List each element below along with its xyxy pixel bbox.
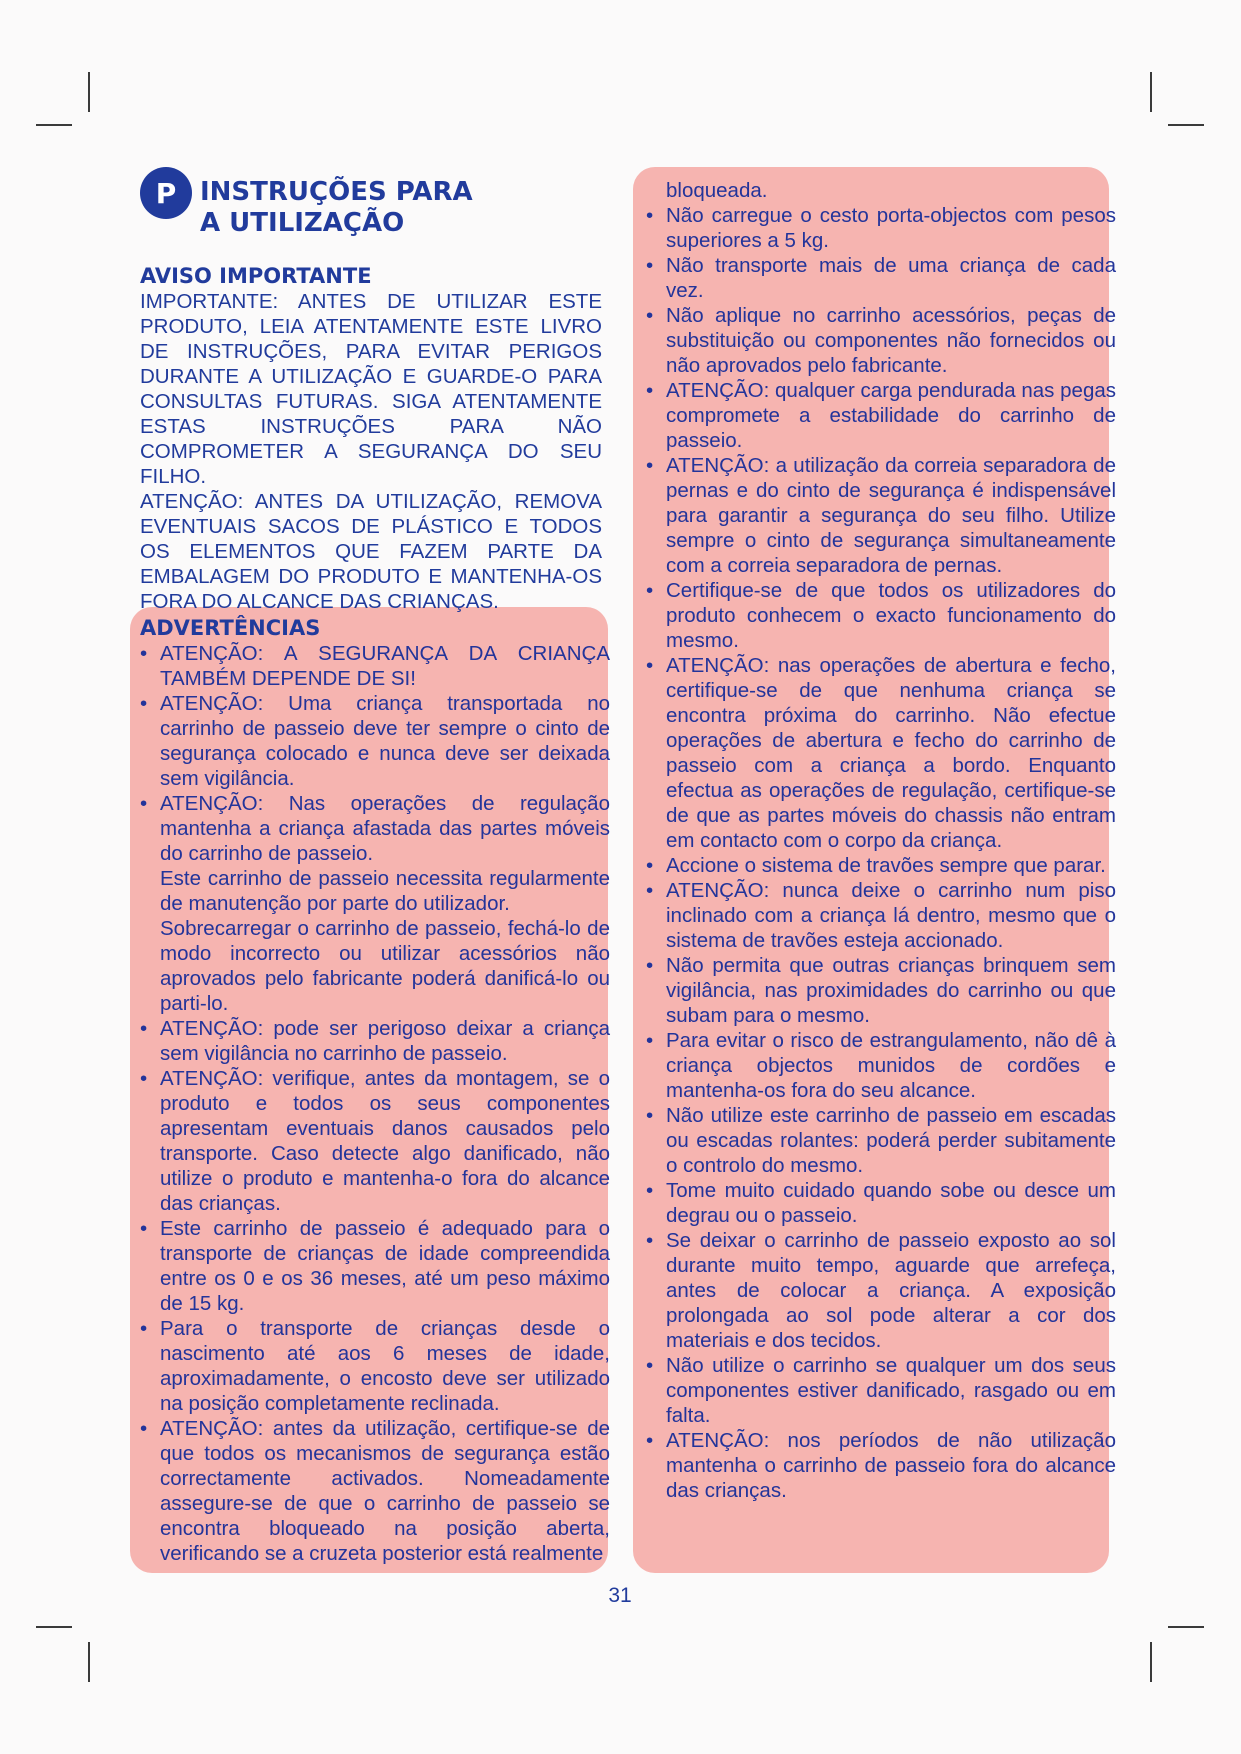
warning-continuation: bloqueada. xyxy=(666,179,768,202)
warning-item: • ATENÇÃO: pode ser perigoso deixar a criança sem vigilância no carrinho de passeio. xyxy=(140,1016,610,1066)
crop-mark-top-left xyxy=(88,72,90,112)
warning-item: • Certifique-se de que todos os utilizadores do produto conhecem o exacto funcionamento do mesmo. xyxy=(646,578,1116,653)
warning-item: • Para o transporte de crianças desde o nascimento até aos 6 meses de idade, aproximadamente, o encosto deve ser utilizado na posição completamente reclinada. xyxy=(140,1316,610,1416)
crop-mark-bottom-right xyxy=(1168,1626,1204,1628)
warning-item: • Se deixar o carrinho de passeio exposto ao sol durante muito tempo, aguarde que arrefeça, antes de colocar a criança. A exposição prolongada ao sol pode alterar a cor dos materiais e dos tecidos. xyxy=(646,1228,1116,1353)
warning-item: • ATENÇÃO: nas operações de abertura e fecho, certifique-se de que nenhuma criança se encontra próxima do carrinho. Não efectue operações de abertura e fecho do carrinho de passeio com a criança a bordo. Enquanto efectua as operações de regulação, certifique-se de que as partes móveis do chassis não entram em contacto com o corpo da criança. xyxy=(646,653,1116,853)
page-title xyxy=(200,177,473,239)
warning-item: • ATENÇÃO: nos períodos de não utilização mantenha o carrinho de passeio fora do alcance das crianças. xyxy=(646,1428,1116,1503)
warning-item: • Não carregue o cesto porta-objectos com pesos superiores a 5 kg. xyxy=(646,203,1116,253)
warning-item: • Este carrinho de passeio é adequado para o transporte de crianças de idade compreendida entre os 0 e os 36 meses, até um peso máximo de 15 kg. xyxy=(140,1216,610,1316)
warning-item: • ATENÇÃO: qualquer carga pendurada nas pegas compromete a estabilidade do carrinho de passeio. xyxy=(646,378,1116,453)
warning-item: • Não utilize o carrinho se qualquer um dos seus componentes estiver danificado, rasgado ou em falta. xyxy=(646,1353,1116,1428)
crop-mark-top-left xyxy=(36,124,72,126)
warning-item: • Não permita que outras crianças brinquem sem vigilância, nas proximidades do carrinho ou que subam para o mesmo. xyxy=(646,953,1116,1028)
warnings-column-left xyxy=(140,616,610,1566)
important-notice-paragraph: IMPORTANTE: ANTES DE UTILIZAR ESTE PRODUTO, LEIA ATENTAMENTE ESTE LIVRO DE INSTRUÇÕES, PARA EVITAR PERIGOS DURANTE A UTILIZAÇÃO E GUARDE-O PARA CONSULTAS FUTURAS. SIGA ATENTAMENTE ESTAS INSTRUÇÕES PARA NÃO COMPROMETER A SEGURANÇA DO SEU FILHO. xyxy=(140,290,602,488)
warning-item: • ATENÇÃO: nunca deixe o carrinho num piso inclinado com a criança lá dentro, mesmo que o sistema de travões esteja accionado. xyxy=(646,878,1116,953)
warning-item: • ATENÇÃO: a utilização da correia separadora de pernas e do cinto de segurança é indispensável para garantir a segurança do seu filho. Utilize sempre o cinto de segurança simultaneamente com a correia separadora de pernas. xyxy=(646,453,1116,578)
crop-mark-top-right xyxy=(1168,124,1204,126)
warning-item: • Não transporte mais de uma criança de cada vez. xyxy=(646,253,1116,303)
warning-item: • ATENÇÃO: A SEGURANÇA DA CRIANÇA TAMBÉM DEPENDE DE SI! xyxy=(140,641,610,691)
warning-item: • Para evitar o risco de estrangulamento, não dê à criança objectos munidos de cordões e mantenha-os fora do seu alcance. xyxy=(646,1028,1116,1103)
warnings-list-right xyxy=(646,203,1116,1503)
crop-mark-bottom-left xyxy=(36,1626,72,1628)
important-notice xyxy=(140,264,602,614)
important-notice-heading: AVISO IMPORTANTE xyxy=(140,264,372,288)
page-number: 31 xyxy=(608,1584,632,1607)
warning-item: • Não utilize este carrinho de passeio em escadas ou escadas rolantes: poderá perder subitamente o controlo do mesmo. xyxy=(646,1103,1116,1178)
warning-item: • ATENÇÃO: Uma criança transportada no carrinho de passeio deve ter sempre o cinto de segurança colocado e nunca deve ser deixada sem vigilância. xyxy=(140,691,610,791)
warning-item: Sobrecarregar o carrinho de passeio, fechá-lo de modo incorrecto ou utilizar acessórios não aprovados pelo fabricante poderá danificá-lo ou parti-lo. xyxy=(160,917,610,1015)
warning-item: • Tome muito cuidado quando sobe ou desce um degrau ou o passeio. xyxy=(646,1178,1116,1228)
warning-item: Este carrinho de passeio necessita regularmente de manutenção por parte do utilizador. xyxy=(160,867,610,915)
crop-mark-top-right xyxy=(1150,72,1152,112)
crop-mark-bottom-left xyxy=(88,1642,90,1682)
important-notice-paragraph: ATENÇÃO: ANTES DA UTILIZAÇÃO, REMOVA EVENTUAIS SACOS DE PLÁSTICO E TODOS OS ELEMENTOS QUE FAZEM PARTE DA EMBALAGEM DO PRODUTO E MANTENHA-OS FORA DO ALCANCE DAS CRIANÇAS. xyxy=(140,490,602,613)
page-title-line-1: INSTRUÇÕES PARA xyxy=(200,177,473,207)
warnings-column-right xyxy=(646,178,1116,1503)
crop-mark-bottom-right xyxy=(1150,1642,1152,1682)
warning-item: • ATENÇÃO: Nas operações de regulação mantenha a criança afastada das partes móveis do carrinho de passeio. xyxy=(140,791,610,866)
page-title-line-2: A UTILIZAÇÃO xyxy=(200,208,405,238)
warning-item: • Não aplique no carrinho acessórios, peças de substituição ou componentes não fornecidos ou não aprovados pelo fabricante. xyxy=(646,303,1116,378)
warnings-heading: ADVERTÊNCIAS xyxy=(140,616,321,640)
warning-item: • Accione o sistema de travões sempre que parar. xyxy=(646,853,1116,878)
warning-item: • ATENÇÃO: antes da utilização, certifique-se de que todos os mecanismos de segurança estão correctamente activados. Nomeadamente assegure-se de que o carrinho de passeio se encontra bloqueado na posição aberta, verificando se a cruzeta posterior está realmente xyxy=(140,1416,610,1566)
warnings-list-left xyxy=(140,641,610,1566)
warning-item: • ATENÇÃO: verifique, antes da montagem, se o produto e todos os seus componentes apresentam eventuais danos causados pelo transporte. Caso detecte algo danificado, não utilize o produto e mantenha-o fora do alcance das crianças. xyxy=(140,1066,610,1216)
language-badge: P xyxy=(140,167,192,219)
